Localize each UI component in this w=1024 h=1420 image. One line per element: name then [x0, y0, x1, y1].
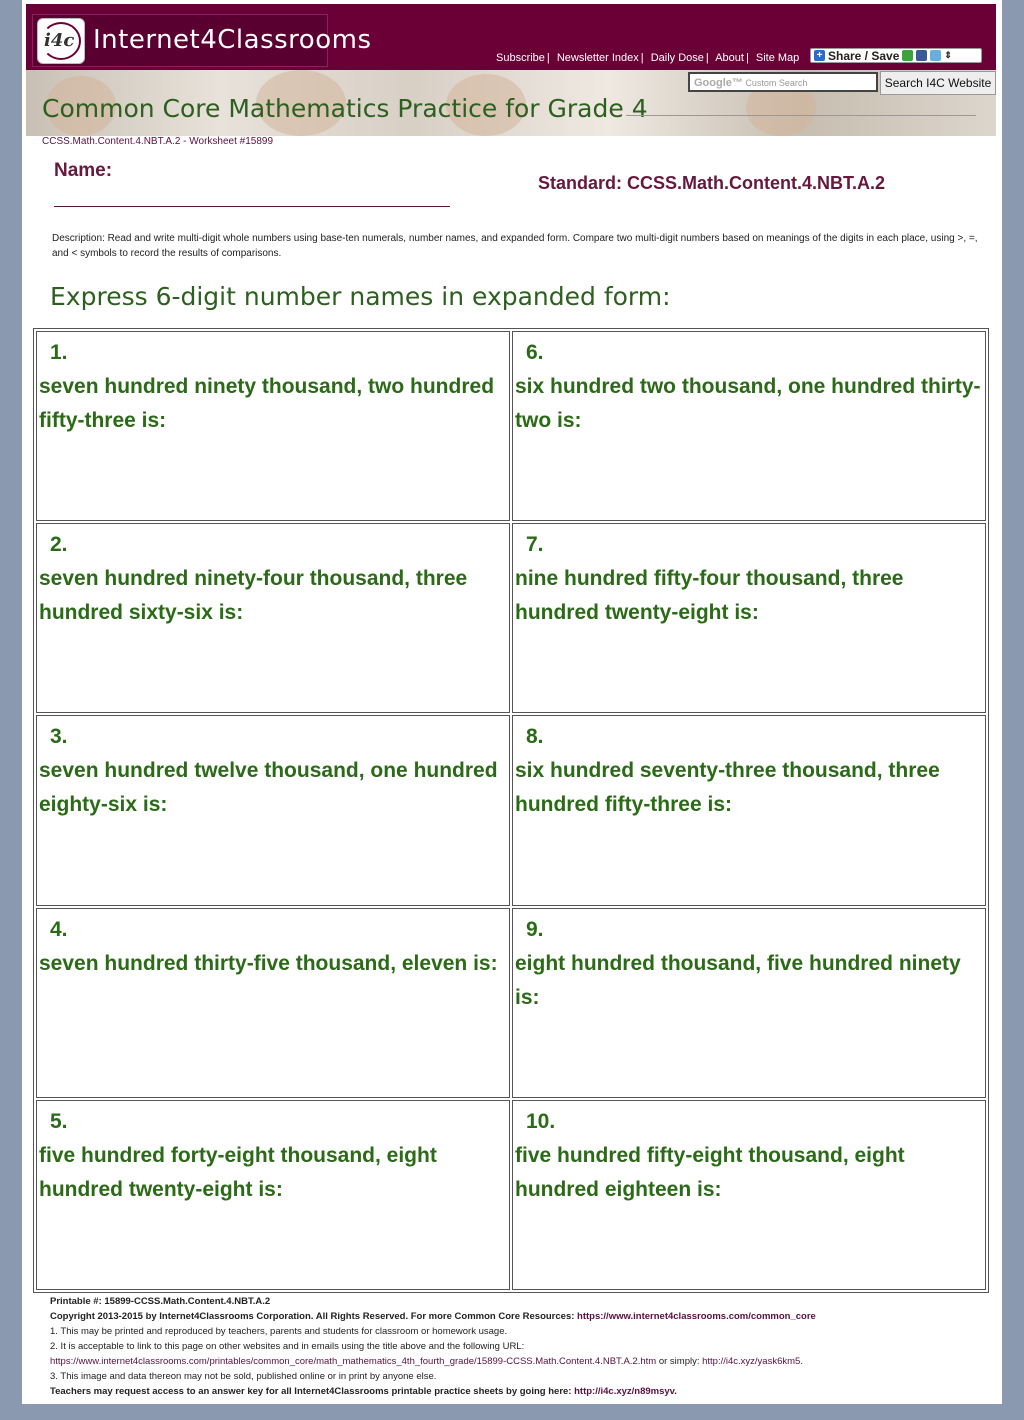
search-input[interactable]: Google™ Custom Search [688, 72, 878, 92]
printable-number: Printable #: 15899-CCSS.Math.Content.4.NBT.A.2 [50, 1296, 271, 1307]
logo-badge-icon: i4c [37, 18, 85, 64]
problem-cell: 5. five hundred forty-eight thousand, eight hundred twenty-eight is: [36, 1100, 510, 1290]
nav-subscribe[interactable]: Subscribe [496, 52, 545, 64]
problem-cell: 7. nine hundred fifty-four thousand, three hundred twenty-eight is: [512, 523, 986, 713]
problem-cell: 3. seven hundred twelve thousand, one hundred eighty-six is: [36, 715, 510, 905]
top-nav: Subscribe | Newsletter Index | Daily Dose | About | Site Map [496, 52, 800, 64]
problem-cell: 10. five hundred fifty-eight thousand, eight hundred eighteen is: [512, 1100, 986, 1290]
facebook-icon[interactable] [916, 50, 927, 61]
answer-key-note: Teachers may request access to an answer key for all Internet4Classrooms printable practice sheets by going here: http://i4c.xyz/n89msyv. [50, 1386, 677, 1397]
usage-urls: https://www.internet4classrooms.com/printables/common_core/math_mathematics_4th_fourth_grade/15899-CCSS.Math.Content.4.NBT.A.2.htm or simply: http://i4c.xyz/yask6km5. [50, 1356, 803, 1367]
worksheet-code: CCSS.Math.Content.4.NBT.A.2 - Worksheet #15899 [42, 136, 274, 147]
common-core-link[interactable]: https://www.internet4classrooms.com/common_core [577, 1311, 816, 1322]
problem-cell: 8. six hundred seventy-three thousand, three hundred fifty-three is: [512, 715, 986, 905]
problem-cell: 1. seven hundred ninety thousand, two hundred fifty-three is: [36, 331, 510, 521]
short-url-link[interactable]: http://i4c.xyz/yask6km5 [702, 1356, 801, 1367]
usage-note-3: 3. This image and data thereon may not be sold, published online or in print by anyone else. [50, 1371, 437, 1382]
problem-grid [33, 328, 989, 1293]
search-button[interactable]: Search I4C Website [880, 71, 996, 95]
site-header [26, 4, 996, 70]
site-logo[interactable] [32, 14, 372, 67]
problem-cell: 6. six hundred two thousand, one hundred thirty-two is: [512, 331, 986, 521]
share-save-button[interactable]: + Share / Save ⇕ [810, 48, 982, 63]
nav-daily-dose[interactable]: Daily Dose [650, 52, 704, 64]
usage-note-1: 1. This may be printed and reproduced by teachers, parents and students for classroom or homework usage. [50, 1326, 508, 1337]
footer [50, 1294, 990, 1399]
instructions-heading: Express 6-digit number names in expanded form: [50, 282, 671, 311]
problem-cell: 9. eight hundred thousand, five hundred ninety is: [512, 908, 986, 1098]
chevron-updown-icon[interactable]: ⇕ [944, 50, 952, 60]
usage-note-2: 2. It is acceptable to link to this page on other websites and in emails using the title above and the following URL: [50, 1341, 525, 1352]
copyright: Copyright 2013-2015 by Internet4Classrooms Corporation. All Rights Reserved. For more Common Core Resources: https://www.internet4classrooms.com/common_core [50, 1311, 816, 1322]
answer-key-link[interactable]: http://i4c.xyz/n89msyv [574, 1386, 675, 1397]
share-plus-icon: + [814, 50, 825, 61]
twitter-icon[interactable] [930, 50, 941, 61]
page-title: Common Core Mathematics Practice for Grade 4 [42, 94, 648, 123]
share-email-icon[interactable] [902, 50, 913, 61]
name-label: Name: [54, 160, 113, 181]
standard-label: Standard: CCSS.Math.Content.4.NBT.A.2 [538, 173, 886, 193]
page [22, 0, 1002, 1404]
description: Description: Read and write multi-digit whole numbers using base-ten numerals, number names, and expanded form. Compare two multi-digit numbers based on meanings of the digits in each place, using >, =, and < symbols to record the results of comparisons. [52, 233, 978, 259]
nav-site-map[interactable]: Site Map [755, 52, 800, 64]
title-divider [626, 115, 976, 116]
nav-about[interactable]: About [715, 52, 744, 64]
problem-cell: 2. seven hundred ninety-four thousand, three hundred sixty-six is: [36, 523, 510, 713]
problem-cell: 4. seven hundred thirty-five thousand, eleven is: [36, 908, 510, 1098]
logo-text: Internet4Classrooms [93, 25, 372, 55]
nav-newsletter-index[interactable]: Newsletter Index [556, 52, 639, 64]
name-line [54, 206, 450, 207]
worksheet-url-link[interactable]: https://www.internet4classrooms.com/printables/common_core/math_mathematics_4th_fourth_grade/15899-CCSS.Math.Content.4.NBT.A.2.htm [50, 1356, 657, 1367]
